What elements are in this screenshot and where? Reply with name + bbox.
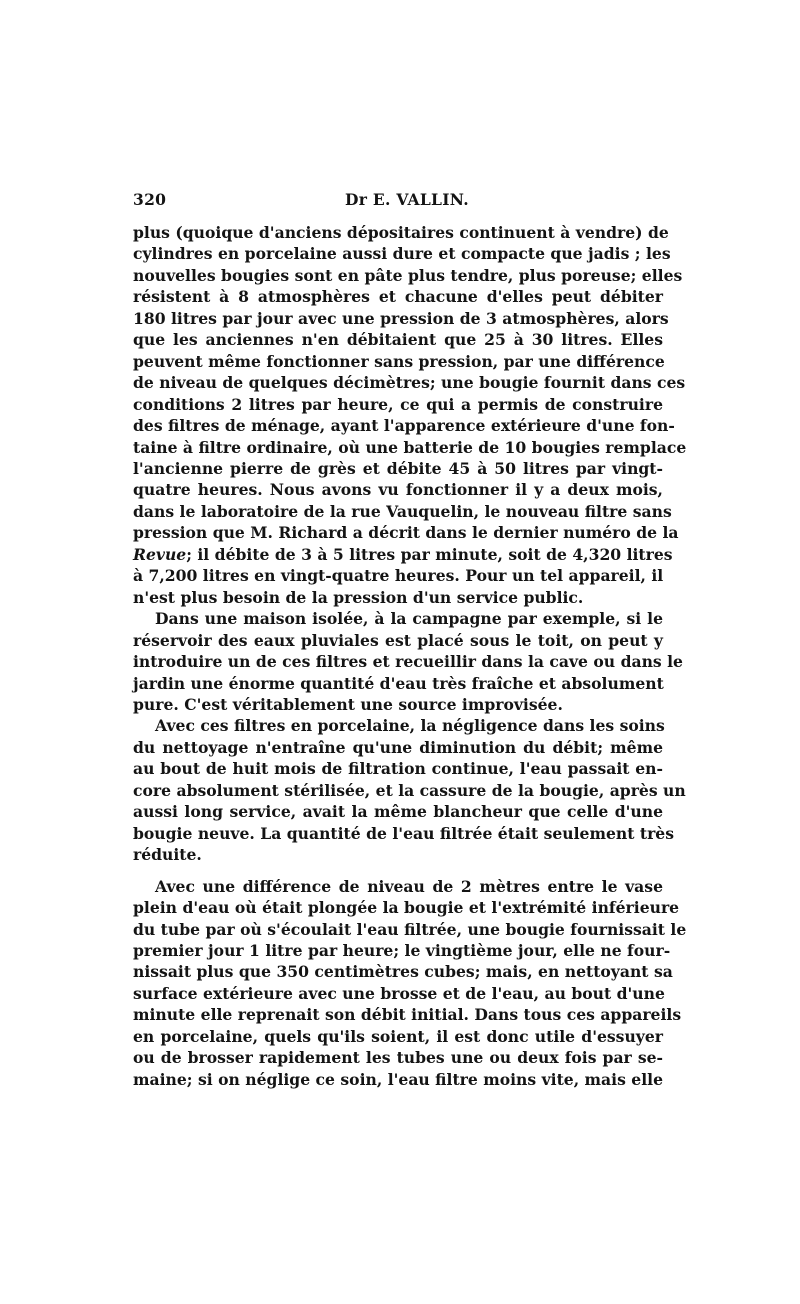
text-line: nissait plus que 350 centimètres cubes; mais, en nettoyant sa	[133, 962, 673, 982]
text-line: au bout de huit mois de filtration continue, l'eau passait en-	[133, 759, 663, 779]
text-line: que les anciennes n'en débitaient que 25 à 30 litres. Elles	[133, 330, 663, 350]
text-line: du nettoyage n'entraîne qu'une diminution du débit; même	[133, 737, 663, 757]
text-line: premier jour 1 litre par heure; le vingtième jour, elle ne four-	[133, 940, 671, 960]
text-line: en porcelaine, quels qu'ils soient, il est donc utile d'essuyer	[133, 1026, 663, 1046]
text-line: pure. C'est véritablement une source improvisée.	[133, 694, 563, 714]
text-line: plein d'eau où était plongée la bougie et l'extrémité inférieure	[133, 898, 680, 918]
text-line: cylindres en porcelaine aussi dure et compacte que jadis ; les	[133, 244, 671, 264]
text-line: des filtres de ménage, ayant l'apparence extérieure d'une fon-	[133, 416, 675, 436]
text-line: 180 litres par jour avec une pression de 3 atmosphères, alors	[133, 308, 669, 328]
running-title: Dr E. VALLIN.	[345, 190, 469, 209]
text-line: réduite.	[133, 845, 202, 865]
text-line: surface extérieure avec une brosse et de l'eau, au bout d'une	[133, 983, 665, 1003]
text-line: Avec ces filtres en porcelaine, la négligence dans les soins	[155, 716, 665, 736]
text-line: pression que M. Richard a décrit dans le dernier numéro de la	[133, 523, 679, 543]
text-line: conditions 2 litres par heure, ce qui a permis de construire	[133, 394, 663, 414]
text-line: taine à filtre ordinaire, où une batterie de 10 bougies remplace	[133, 437, 687, 457]
text-line: core absolument stérilisée, et la cassure de la bougie, après un	[133, 780, 686, 800]
text-line: l'ancienne pierre de grès et débite 45 à 50 litres par vingt-	[133, 458, 663, 478]
body-text	[133, 222, 687, 1090]
text-line: peuvent même fonctionner sans pression, par une différence	[133, 351, 665, 371]
text-line: ou de brosser rapidement les tubes une ou deux fois par se-	[133, 1048, 663, 1068]
text-line: du tube par où s'écoulait l'eau filtrée, une bougie fournissait le	[133, 919, 687, 939]
text-line: Revue; il débite de 3 à 5 litres par minute, soit de 4,320 litres	[133, 544, 673, 564]
text-line: de niveau de quelques décimètres; une bougie fournit dans ces	[133, 373, 686, 393]
text-line: n'est plus besoin de la pression d'un service public.	[133, 587, 584, 607]
text-line: nouvelles bougies sont en pâte plus tendre, plus poreuse; elles	[133, 265, 683, 285]
text-line: à 7,200 litres en vingt-quatre heures. Pour un tel appareil, il	[133, 566, 664, 586]
page-number: 320	[133, 190, 167, 209]
text-line: jardin une énorme quantité d'eau très fraîche et absolument	[133, 673, 664, 693]
text-line: Avec une différence de niveau de 2 mètres entre le vase	[155, 876, 663, 896]
text-line: plus (quoique d'anciens dépositaires continuent à vendre) de	[133, 223, 669, 242]
text-line: minute elle reprenait son débit initial. Dans tous ces appareils	[133, 1005, 682, 1025]
text-line: bougie neuve. La quantité de l'eau filtrée était seulement très	[133, 823, 674, 843]
text-line: réservoir des eaux pluviales est placé sous le toit, on peut y	[133, 630, 663, 650]
text-line: quatre heures. Nous avons vu fonctionner il y a deux mois,	[133, 480, 663, 500]
text-line: Dans une maison isolée, à la campagne par exemple, si le	[155, 609, 663, 629]
text-line: introduire un de ces filtres et recueillir dans la cave ou dans le	[133, 652, 683, 672]
text-line: dans le laboratoire de la rue Vauquelin, le nouveau filtre sans	[133, 501, 672, 521]
running-head	[133, 190, 663, 214]
paragraph-gap	[133, 866, 663, 876]
text-line: maine; si on néglige ce soin, l'eau filtre moins vite, mais elle	[133, 1069, 663, 1089]
text-line: aussi long service, avait la même blancheur que celle d'une	[133, 802, 663, 822]
text-line: résistent à 8 atmosphères et chacune d'elles peut débiter	[133, 287, 663, 307]
